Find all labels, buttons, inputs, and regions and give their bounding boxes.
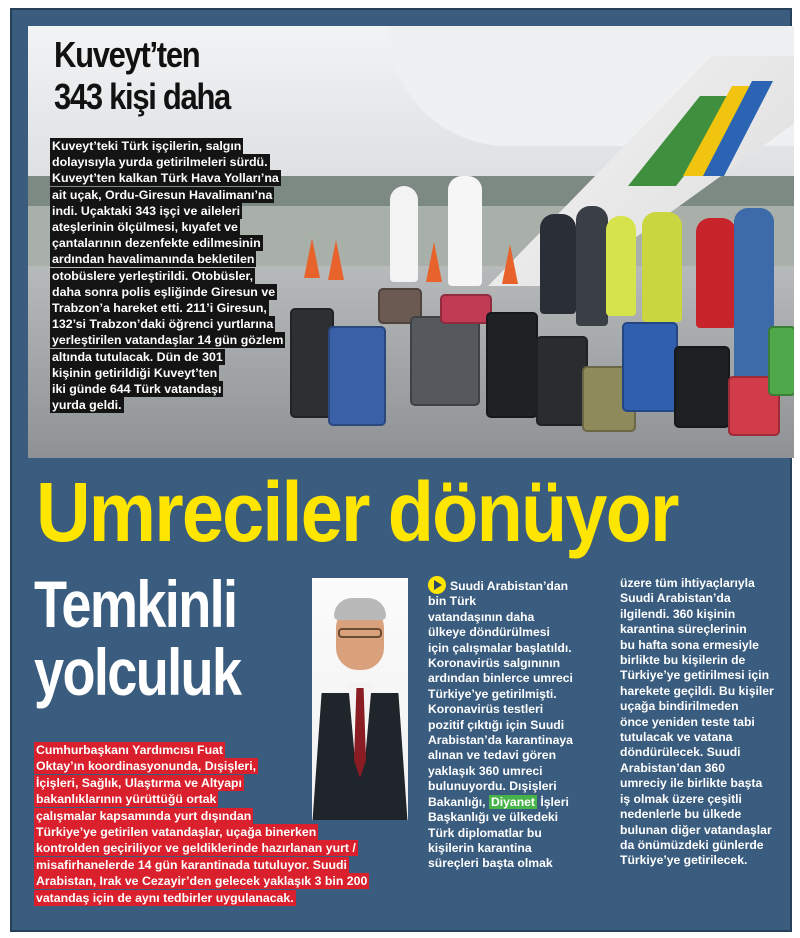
text-line: Oktay’ın koordinasyonunda, Dışişleri, — [36, 759, 257, 774]
play-arrow-icon — [428, 576, 446, 594]
top-story-headline: Kuveyt’ten 343 kişi daha — [54, 34, 230, 117]
text-line: Arabistan’da karantinaya — [428, 733, 573, 748]
top-story-textbox — [28, 26, 290, 458]
passenger-figure — [576, 206, 608, 326]
text-line: alınan ve tedavi gören — [428, 748, 557, 763]
text-line: Trabzon’a hareket etti. 211’i Giresun, — [52, 301, 267, 316]
airport-photo — [28, 26, 794, 458]
text-line: bulunan diğer vatandaşlar — [620, 822, 772, 837]
text-line: pozitif çıktığı için Suudi — [428, 717, 565, 732]
text-line: Koronavirüs salgınının — [428, 656, 561, 671]
text-line: daha sonra polis eşliğinde Giresun ve — [52, 284, 276, 299]
passenger-figure — [540, 214, 576, 314]
text-line: yerleştirilen vatandaşlar 14 gün gözlem — [52, 333, 284, 348]
text-line: İçişleri, Sağlık, Ulaştırma ve Altyapı — [36, 775, 242, 790]
text-line: 132’si Trabzon’daki öğrenci yurtlarına — [52, 317, 274, 332]
worker-figure — [448, 176, 482, 286]
text-line: tutulacak ve vatana — [620, 730, 733, 745]
text-line: üzere tüm ihtiyaçlarıyla — [620, 576, 755, 590]
worker-figure — [390, 186, 418, 282]
second-story-subhead: Temkinli yolculuk — [34, 567, 241, 709]
text-line: bu hafta sona ermesiyle — [620, 637, 759, 652]
text-line: indi. Uçaktaki 343 işçi ve aileleri — [52, 203, 241, 218]
text-line: kişinin getirildiği Kuveyt’ten — [52, 365, 218, 380]
text-line: da önümüzdeki günlerde — [620, 837, 764, 852]
text-line: misafirhanelerde 14 gün karantinada tutuluyor. Suudi — [36, 857, 347, 872]
text-line: umreciy ile birlikte başta — [620, 776, 763, 791]
text-line: Cumhurbaşkanı Yardımcısı Fuat — [36, 743, 224, 757]
text-line: yaklaşık 360 umreci — [428, 763, 543, 778]
text-line: ilgilendi. 360 kişinin — [620, 606, 736, 621]
text-line: karantina süreçlerinin — [620, 622, 747, 637]
text-line: kişilerin karantina — [428, 840, 532, 855]
text-line: Başkanlığı ve ülkedeki — [428, 810, 559, 825]
text-line: çalışmalar kapsamında yurt dışından — [36, 808, 252, 823]
second-story-caption — [34, 742, 410, 906]
text-line: Suudi Arabistan’da — [620, 591, 731, 606]
column-1-text — [428, 594, 573, 793]
text-line: Kuveyt’teki Türk işçilerin, salgın — [52, 139, 242, 153]
text-line: bulunuyordu. Dışişleri — [428, 779, 557, 794]
text-line: döndürülecek. Suudi — [620, 745, 741, 760]
passenger-figure — [696, 218, 736, 328]
text-line: altında tutulacak. Dün de 301 — [52, 349, 223, 364]
text-line: kontrolden geçiriliyor ve geldiklerinde hazırlanan yurt / — [36, 841, 356, 856]
text-line: iki günde 644 Türk vatandaşı — [52, 382, 222, 397]
article-column-1: Suudi Arabistan’dan bin Türk vatandaşının daha ülkeye döndürülmesi için çalışmalar başlatıldı. Koronavirüs salgınının ardından binlerce umreci Türkiye’ye getirilmişti. Koronavirüs testleri pozitif çıktığı için Suudi Arabistan’da karantinaya alınan ve tedavi gören yaklaşık 360 umreci bulunuyordu. Dışişleri Bakanlığı, Diyanet İşleri Başkanlığı ve ülkedeki Türk diplomatlar bu kişilerin karantina süreçleri başta olmak — [428, 576, 608, 872]
text-line: ülkeye döndürülmesi — [428, 625, 550, 640]
text-line: Türkiye’ye getirilmişti. — [428, 686, 557, 701]
article-column-2 — [620, 576, 796, 869]
text-line: vatandaşının daha — [428, 609, 535, 624]
worker-figure — [642, 212, 682, 322]
text-line: harekete geçildi. Bu kişiler — [620, 683, 774, 698]
text-line: dolayısıyla yurda getirilmeleri sürdü. — [52, 155, 268, 170]
column-1-text-end — [428, 810, 558, 870]
text-line: Kuveyt’ten kalkan Türk Hava Yolları’na — [52, 171, 279, 186]
newspaper-page — [10, 8, 792, 932]
text-line: nedenlerle bu ülkede — [620, 807, 742, 822]
text-line: ateşlerinin ölçülmesi, kıyafet ve — [52, 220, 238, 235]
text-line: Türkiye’ye getirilmesi için — [620, 668, 770, 683]
text-line: birlikte bu kişilerin de — [620, 653, 746, 668]
top-story-caption — [50, 138, 292, 413]
text-line: vatandaş için de aynı tedbirler uygulanacak. — [36, 890, 294, 905]
text-line: bin Türk — [428, 594, 477, 609]
text-line: için çalışmalar başlatıldı. — [428, 640, 572, 655]
text-line: çantalarının dezenfekte edilmesinin — [52, 236, 261, 251]
text-line: otobüslere yerleştirildi. Otobüsler, — [52, 268, 254, 283]
text-line: Türk diplomatlar bu — [428, 825, 542, 840]
text-line: ardından havalimanında bekletilen — [52, 252, 255, 267]
text-line: Arabistan’dan 360 — [620, 760, 725, 775]
diyanet-highlight: Diyanet — [490, 794, 535, 809]
text-line: Türkiye’ye getirilen vatandaşlar, uçağa binerken — [36, 825, 317, 840]
main-headline: Umreciler dönüyor — [36, 465, 678, 559]
text-line: yurda geldi. — [52, 398, 122, 413]
text-line: Türkiye’ye getirilecek. — [620, 853, 748, 868]
text-line: süreçleri başta olmak — [428, 856, 553, 871]
text-line: önce yeniden teste tabi — [620, 714, 755, 729]
text-line: iş olmak üzere çeşitli — [620, 791, 742, 806]
worker-figure — [606, 216, 636, 316]
text-line: Koronavirüs testleri — [428, 702, 544, 717]
text-line: uçağa bindirilmeden — [620, 699, 739, 714]
text-line: ait uçak, Ordu-Giresun Havalimanı’na — [52, 187, 273, 202]
text-line: ardından binlerce umreci — [428, 671, 573, 686]
text-line: Arabistan, Irak ve Cezayir’den gelecek yaklaşık 3 bin 200 — [36, 874, 368, 889]
text-line: bakanlıklarının yürüttüğü ortak — [36, 792, 217, 807]
